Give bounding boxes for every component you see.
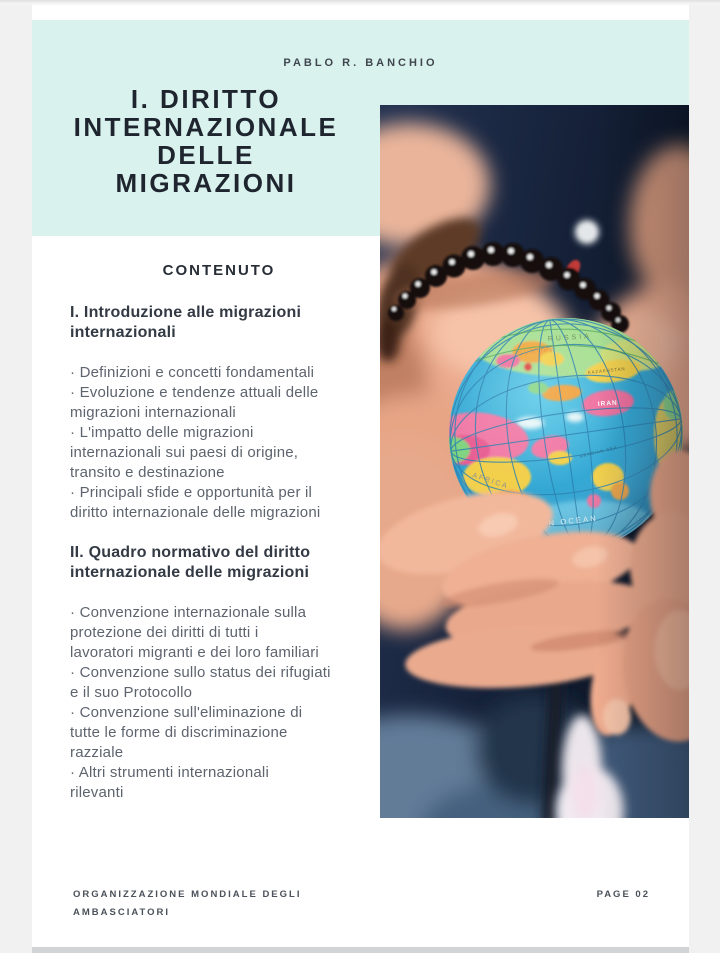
page-top-edge xyxy=(0,0,720,6)
footer-line: ORGANIZZAZIONE MONDIALE DEGLI xyxy=(73,889,302,900)
toc-line: · Convenzione sull'eliminazione di xyxy=(70,704,303,721)
toc-line: internazionali sui paesi di origine, xyxy=(70,444,299,461)
toc-line: · Principali sfide e opportunità per il xyxy=(70,484,313,501)
toc-line: e il suo Protocollo xyxy=(70,684,193,701)
page-number: PAGE 02 xyxy=(596,889,650,900)
globe-photo xyxy=(380,105,689,818)
toc-line: · Evoluzione e tendenze attuali delle xyxy=(70,384,319,401)
section-2-heading xyxy=(70,543,380,582)
title-line: MIGRAZIONI xyxy=(115,168,297,198)
toc-line: diritto internazionale delle migrazioni xyxy=(70,504,321,521)
toc-line: · Convenzione sullo status dei rifugiati xyxy=(70,664,331,681)
toc-line: tutte le forme di discriminazione xyxy=(70,724,288,741)
toc-line: · Definizioni e concetti fondamentali xyxy=(70,364,315,381)
toc-list-1 xyxy=(70,363,380,523)
toc-line: lavoratori migranti e dei loro familiari xyxy=(70,644,319,661)
section-heading-line: internazionali xyxy=(70,323,176,341)
title-line: DELLE xyxy=(157,140,255,170)
toc-line: razziale xyxy=(70,744,124,761)
author-name: PABLO R. BANCHIO xyxy=(283,57,438,69)
toc-list-2 xyxy=(70,603,380,803)
contenuto-heading: CONTENUTO xyxy=(162,262,276,279)
title-line: INTERNAZIONALE xyxy=(73,112,339,142)
toc-line: migrazioni internazionali xyxy=(70,404,236,421)
page-bottom-edge xyxy=(32,947,689,953)
toc-line: rilevanti xyxy=(70,784,124,801)
toc-line: · Convenzione internazionale sulla xyxy=(70,604,307,621)
toc-line: protezione dei diritti di tutti i xyxy=(70,624,259,641)
section-1-heading xyxy=(70,303,380,342)
document-page xyxy=(32,0,689,947)
globe-photo-illustration xyxy=(380,105,689,818)
title-line: I. DIRITTO xyxy=(130,84,282,114)
section-heading-line: I. Introduzione alle migrazioni xyxy=(70,304,302,321)
document-title xyxy=(32,85,380,197)
toc-line: · L'impatto delle migrazioni xyxy=(70,424,254,441)
section-heading-line: internazionale delle migrazioni xyxy=(70,563,310,581)
section-heading-line: II. Quadro normativo del diritto xyxy=(70,544,311,561)
footer-organization xyxy=(73,886,373,922)
footer-line: AMBASCIATORI xyxy=(73,907,171,918)
toc-line: transito e destinazione xyxy=(70,464,225,481)
toc-line: · Altri strumenti internazionali xyxy=(70,764,269,781)
